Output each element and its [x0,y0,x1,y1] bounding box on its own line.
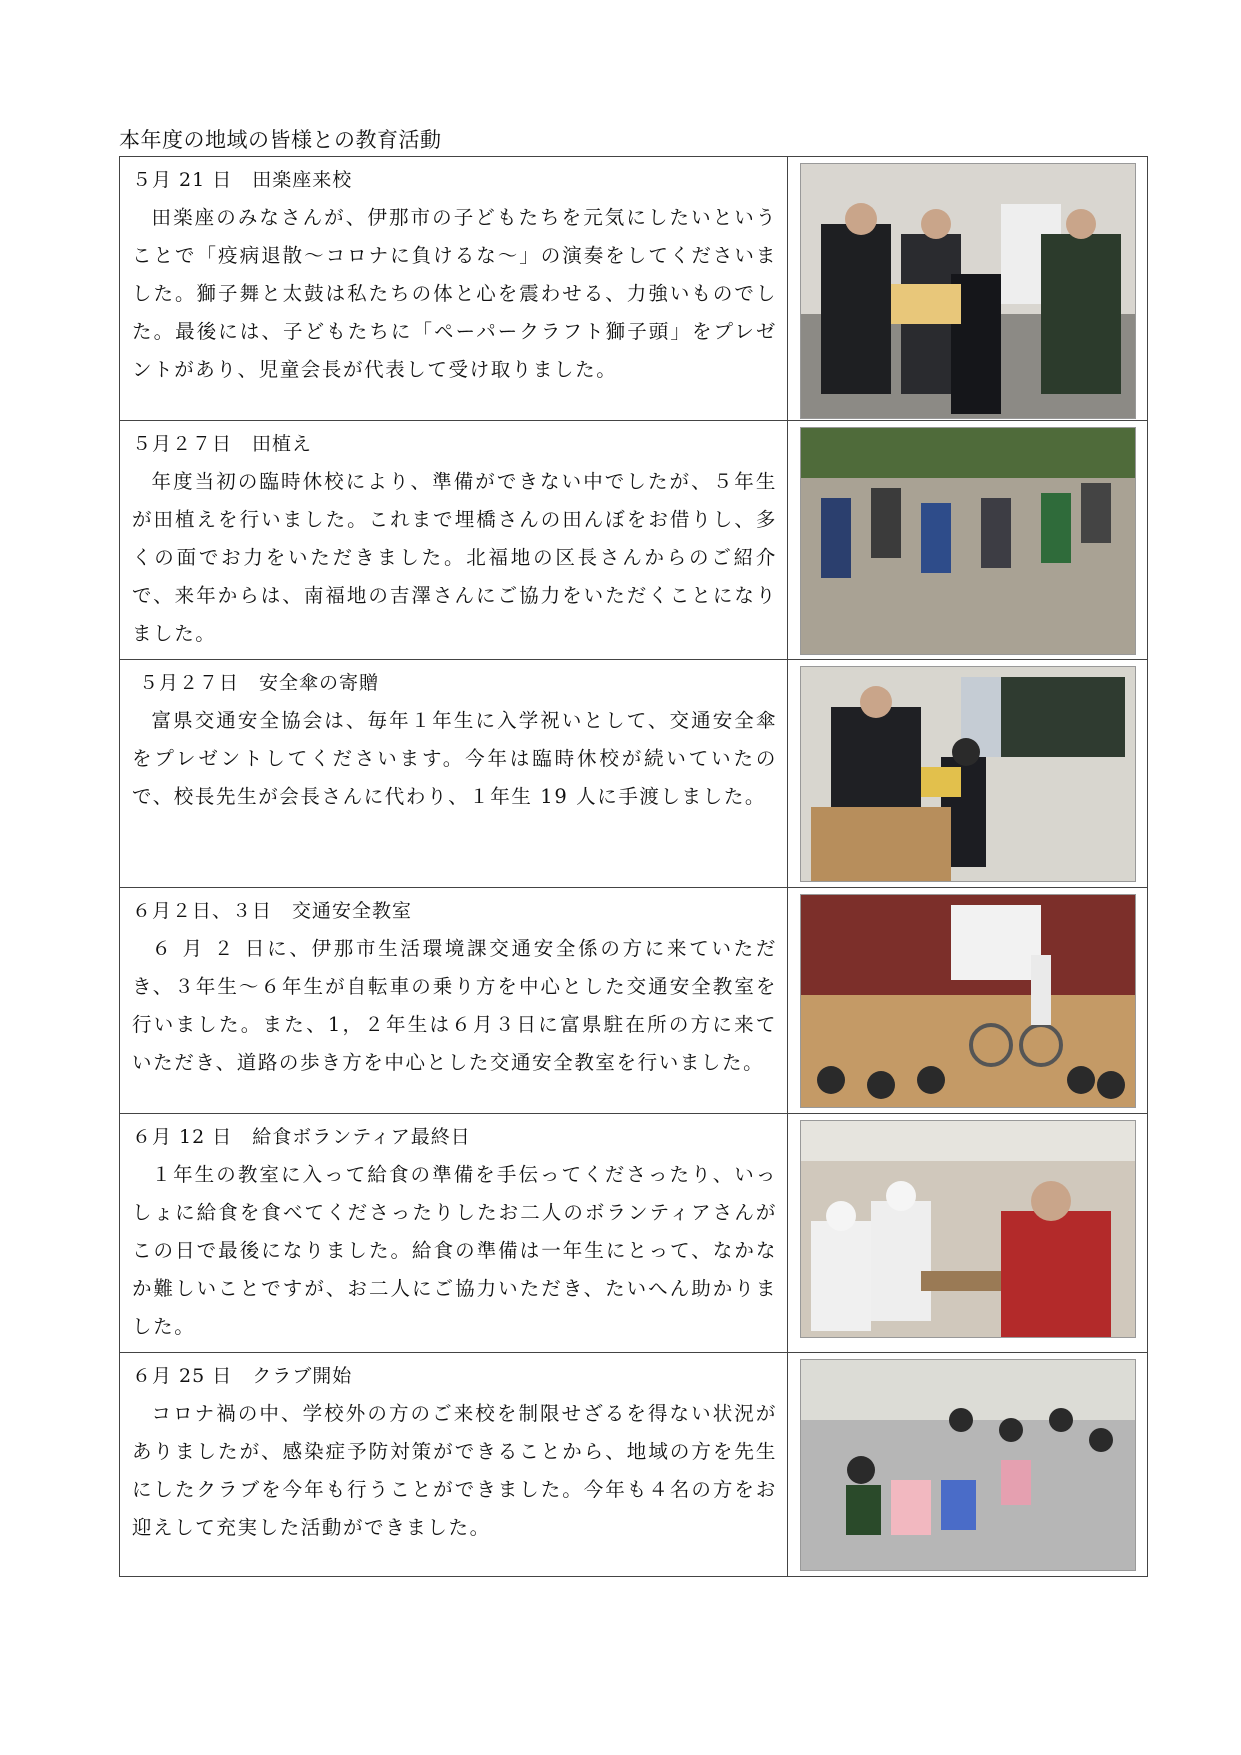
activity-text-cell [120,1114,788,1353]
activity-row [120,660,1148,888]
activity-photo-cell [788,1353,1148,1577]
activity-photo-cell [788,1114,1148,1353]
activity-row [120,888,1148,1114]
activity-heading: ６月 25 日 クラブ開始 [132,1365,353,1387]
photo-umbrella-gift [800,666,1136,882]
activity-heading: ６月 12 日 給食ボランティア最終日 [132,1126,471,1148]
activity-photo-cell [788,157,1148,421]
activity-heading: ５月２７日 田植え [132,433,313,455]
photo-lion-dance [800,163,1136,419]
activity-heading: ５月２７日 安全傘の寄贈 [132,672,380,694]
activity-description: コロナ禍の中、学校外の方のご来校を制限せざるを得ない状況がありましたが、感染症予防対策ができることから、地域の方を先生にしたクラブを今年も行うことができました。今年も４名の方をお迎えして充実した活動ができました。 [132,1402,777,1539]
activity-text-cell [120,888,788,1114]
activity-table [119,156,1148,1577]
activity-photo-cell [788,660,1148,888]
photo-traffic-safety [800,894,1136,1108]
activity-description: 年度当初の臨時休校により、準備ができない中でしたが、５年生が田植えを行いました。これまで埋橋さんの田んぼをお借りし、多くの面でお力をいただきました。北福地の区長さんからのご紹介で、来年からは、南福地の吉澤さんにご協力をいただくことになりました。 [132,470,777,645]
activity-text-cell [120,660,788,888]
photo-rice-planting [800,427,1136,655]
activity-text-cell [120,1353,788,1577]
activity-description: 田楽座のみなさんが、伊那市の子どもたちを元気にしたいということで「疫病退散～コロナに負けるな～」の演奏をしてくださいました。獅子舞と太鼓は私たちの体と心を震わせる、力強いものでした。最後には、子どもたちに「ペーパークラフト獅子頭」をプレゼントがあり、児童会長が代表して受け取りました。 [132,206,777,381]
photo-lunch-volunteer [800,1120,1136,1338]
activity-text-cell [120,421,788,660]
activity-row [120,1114,1148,1353]
activity-text-cell [120,157,788,421]
activity-description: １年生の教室に入って給食の準備を手伝ってくださったり、いっしょに給食を食べてくださったりしたお二人のボランティアさんがこの日で最後になりました。給食の準備は一年生にとって、なかなか難しいことですが、お二人にご協力いただき、たいへん助かりました。 [132,1163,777,1338]
activity-heading: ５月 21 日 田楽座来校 [132,169,353,191]
activity-description: ６ 月 ２ 日に、伊那市生活環境課交通安全係の方に来ていただき、３年生～６年生が自転車の乗り方を中心とした交通安全教室を行いました。また、1，２年生は６月３日に富県駐在所の方に来ていただき、道路の歩き方を中心とした交通安全教室を行いました。 [132,937,777,1074]
activity-photo-cell [788,421,1148,660]
activity-description: 富県交通安全協会は、毎年１年生に入学祝いとして、交通安全傘をプレゼントしてくださいます。今年は臨時休校が続いていたので、校長先生が会長さんに代わり、１年生 19 人に手渡しました。 [132,709,777,808]
activity-row [120,421,1148,660]
activity-row [120,1353,1148,1577]
page-title: 本年度の地域の皆様との教育活動 [119,128,442,152]
activity-heading: ６月２日、３日 交通安全教室 [132,900,413,922]
activity-photo-cell [788,888,1148,1114]
photo-club-start [800,1359,1136,1571]
activity-row [120,157,1148,421]
